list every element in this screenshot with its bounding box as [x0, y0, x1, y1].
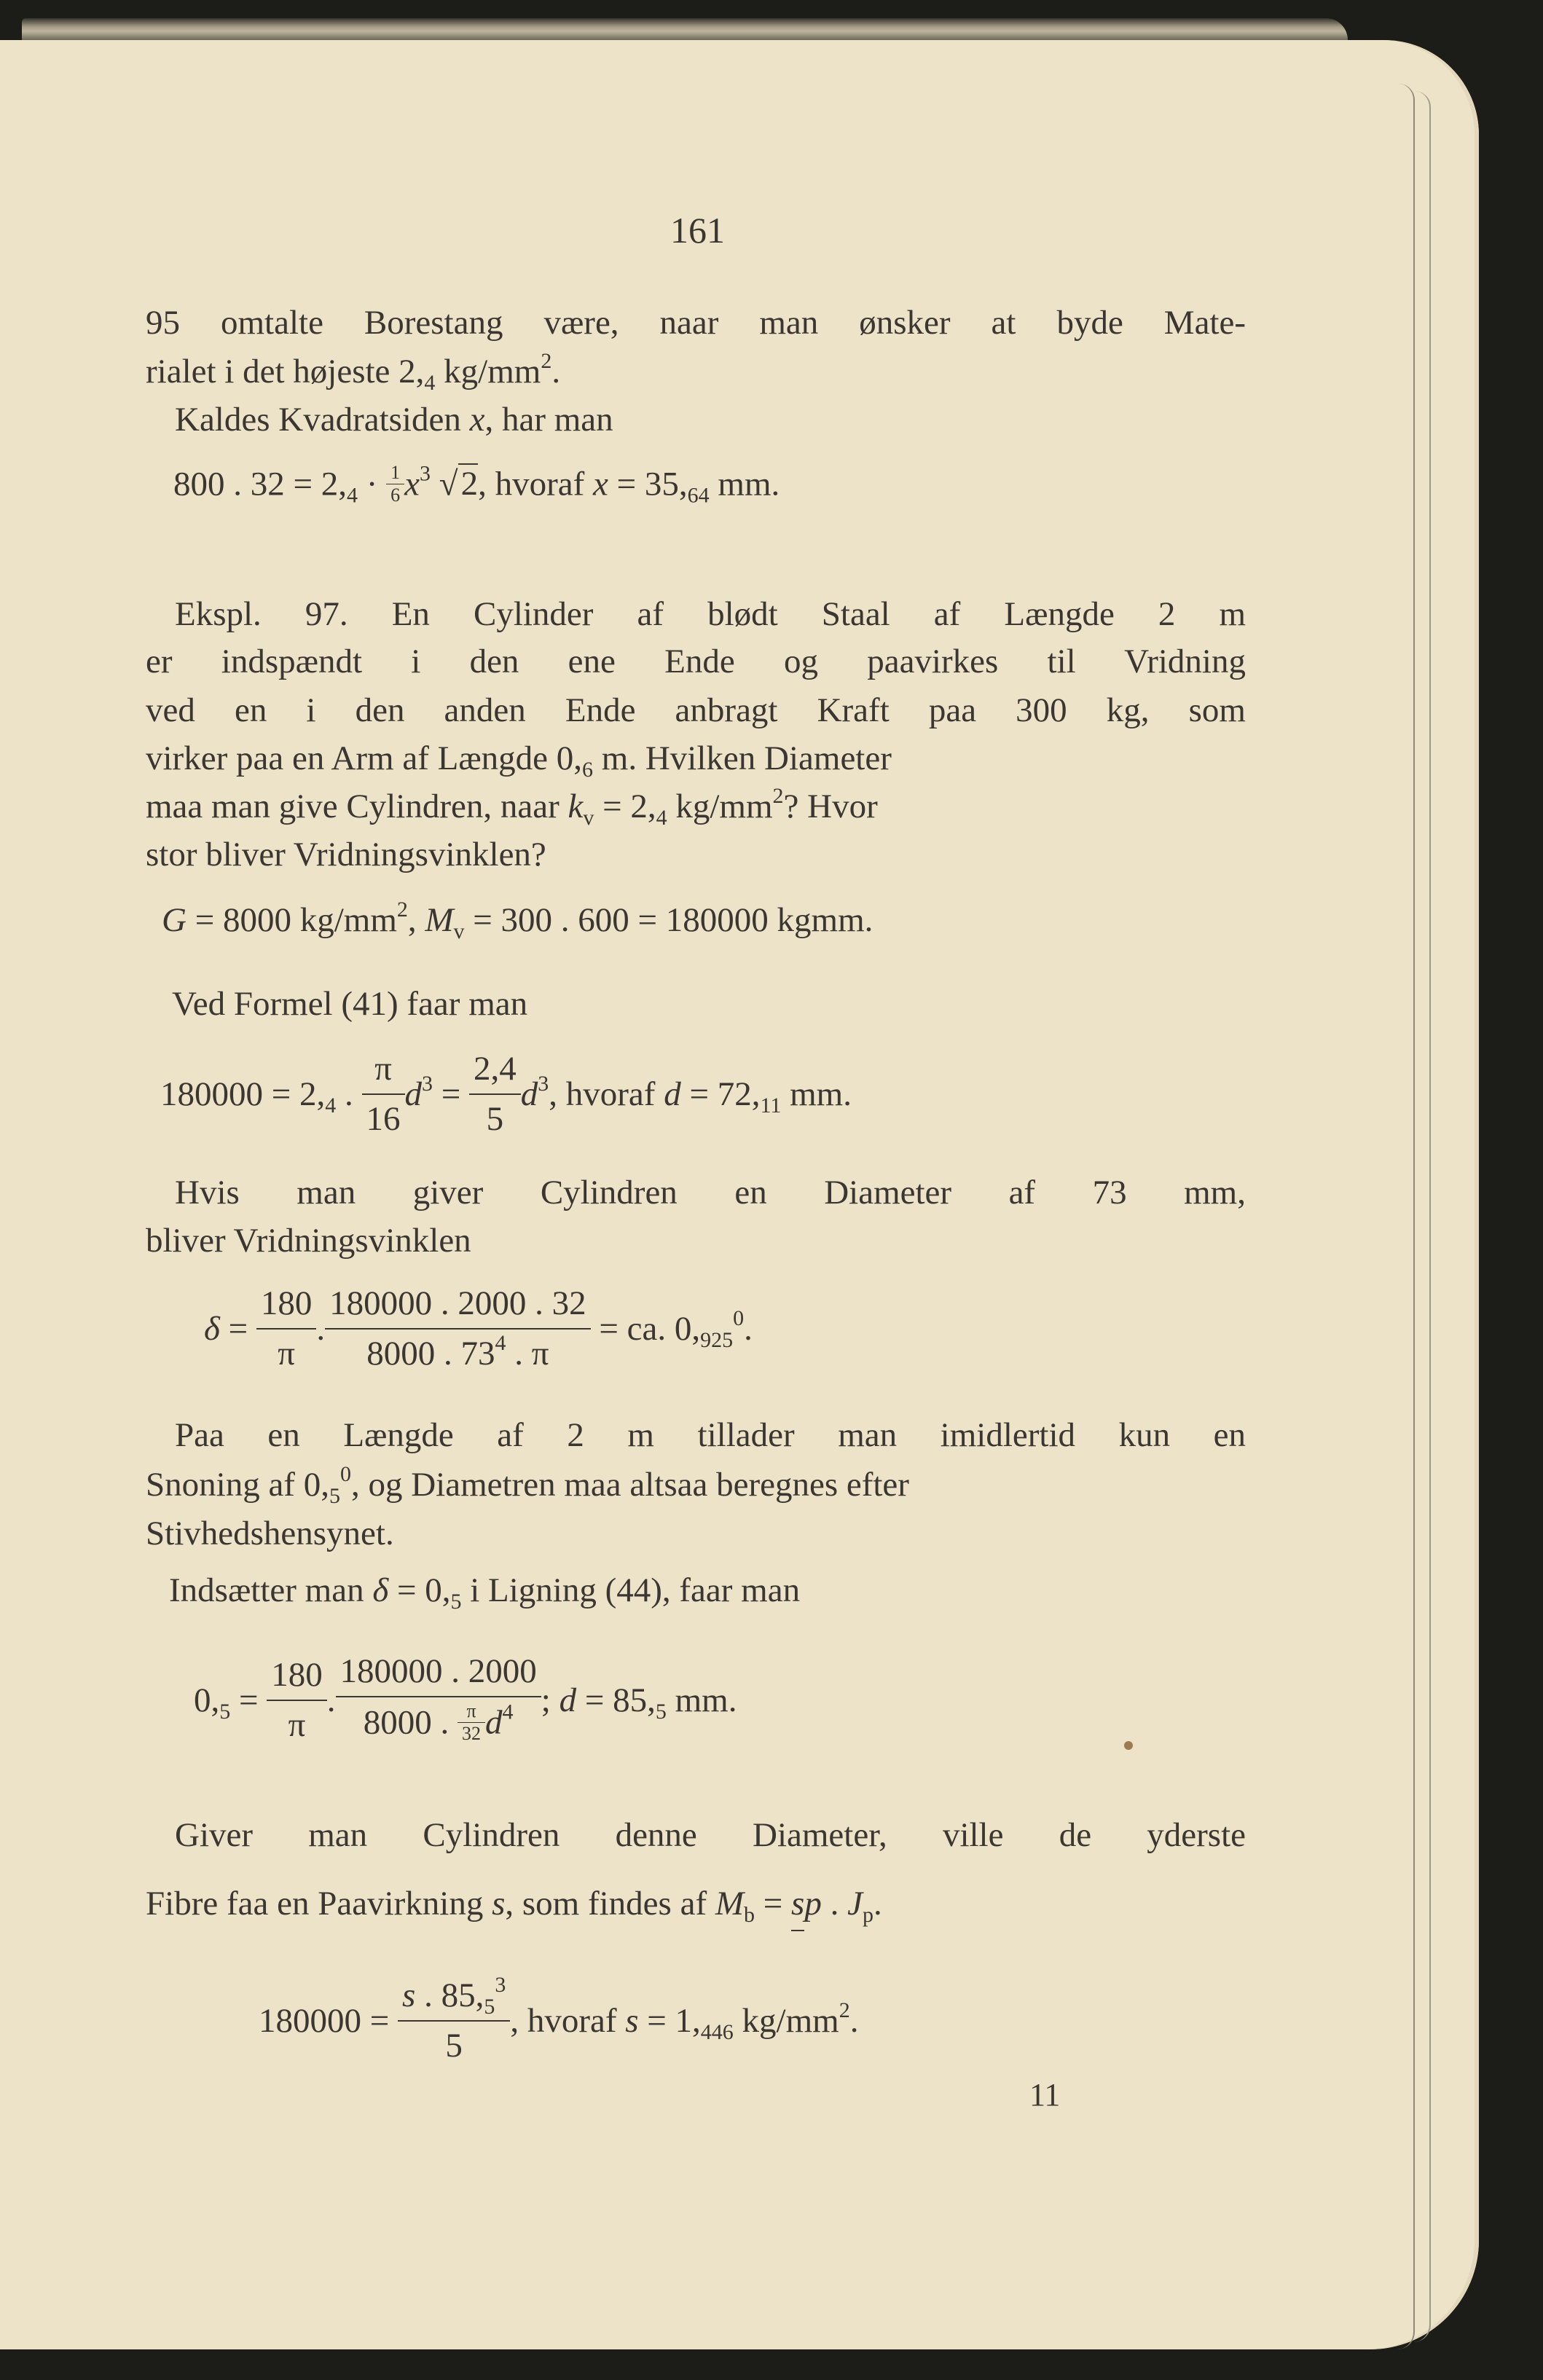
math-variable: x	[593, 465, 608, 503]
text: Ekspl. 97. En Cylinder af blødt Staal af Længde 2 m	[175, 595, 1246, 633]
numerator: π	[458, 1702, 485, 1723]
math-variable: d	[404, 1075, 423, 1113]
math-variable: d	[520, 1075, 538, 1113]
superscript: 3	[422, 1071, 433, 1096]
subscript: p	[862, 1903, 873, 1927]
superscript: 0	[733, 1305, 745, 1330]
text: i Ligning (44), faar man	[461, 1571, 801, 1609]
math-variable: J	[847, 1885, 863, 1923]
text-line	[146, 306, 1246, 340]
text: , og Diametren maa altsaa beregnes efter	[350, 1466, 909, 1504]
equation-6	[259, 1973, 859, 2066]
superscript: 2	[396, 898, 408, 922]
text-line	[175, 1818, 1246, 1853]
text: m. Hvilken Diameter	[593, 739, 892, 777]
text-line	[146, 645, 1246, 679]
math: ;	[541, 1681, 560, 1719]
subscript: 5	[219, 1699, 231, 1724]
math-variable: δ	[204, 1309, 220, 1348]
text: mm.	[666, 1681, 737, 1719]
math: 180000 =	[259, 2001, 398, 2040]
math-variable: d	[485, 1703, 503, 1742]
math: = 35,	[608, 465, 688, 503]
text: rialet i det højeste 2,	[146, 353, 425, 390]
fraction	[362, 1052, 405, 1136]
text: , hvoraf	[510, 2001, 626, 2040]
subscript: 5	[655, 1699, 667, 1724]
text-line	[175, 1176, 1246, 1210]
numerator: 180	[256, 1287, 317, 1330]
subscript: v	[453, 919, 465, 943]
math: = 8000 kg/mm	[186, 901, 397, 939]
subscript: v	[583, 806, 594, 830]
denominator: 16	[366, 1100, 401, 1138]
fraction	[458, 1702, 485, 1743]
math: =	[219, 1309, 256, 1348]
fraction	[267, 1658, 327, 1743]
text-line	[146, 691, 1246, 729]
subscript: 6	[582, 758, 594, 782]
superscript: 2	[772, 784, 784, 808]
fraction	[325, 1284, 591, 1372]
text-line	[146, 838, 546, 872]
text-line	[175, 597, 1246, 632]
superscript: 4	[502, 1700, 514, 1724]
text: Hvis man giver Cylindren en Diameter af 73 mm,	[175, 1174, 1246, 1211]
subscript: 5	[484, 1995, 495, 2019]
equation-1	[173, 461, 780, 508]
math: . 85,	[415, 1976, 484, 2014]
subscript: b	[744, 1903, 755, 1927]
fraction	[398, 1973, 510, 2065]
denominator: π	[288, 1706, 306, 1744]
subscript: 64	[687, 483, 710, 508]
text-line	[146, 1517, 394, 1551]
denominator	[336, 1697, 541, 1746]
math: 8000 . 73	[366, 1335, 495, 1372]
denominator	[325, 1330, 591, 1371]
text: Snoning af 0,	[146, 1466, 329, 1504]
text: kg/mm	[435, 353, 541, 390]
subscript: 4	[325, 1093, 337, 1118]
subscript: 5	[329, 1484, 340, 1508]
equation-3	[160, 1050, 852, 1139]
text: , hvoraf	[478, 465, 594, 503]
equation-2	[162, 898, 873, 943]
math: 800 . 32 = 2,	[173, 465, 348, 503]
text-line	[146, 1884, 882, 1927]
text: er indspændt i den ene Ende og paavirkes til Vridning	[146, 643, 1246, 680]
math: .	[336, 1075, 362, 1113]
signature-mark: 11	[1029, 2077, 1061, 2113]
text: Fibre faa en Paavirkning	[146, 1885, 492, 1923]
denominator: π	[278, 1335, 295, 1372]
subscript: 4	[424, 371, 436, 395]
text: Indsætter man	[169, 1571, 373, 1609]
text: virker paa en Arm af Længde 0,	[146, 739, 583, 777]
numerator: 180	[267, 1658, 327, 1701]
math-variable: M	[425, 901, 454, 939]
subscript: 11	[760, 1093, 782, 1118]
math-variable: d	[664, 1075, 681, 1113]
math-variable: k	[568, 788, 584, 825]
text: kg/mm	[733, 2001, 839, 2040]
text: Ved Formel (41) faar man	[172, 985, 528, 1023]
math-variable: s	[625, 2001, 639, 2040]
text: .	[551, 353, 561, 390]
text-line	[172, 987, 527, 1021]
denominator: 5	[445, 2027, 463, 2065]
text: Stivhedshensynet.	[146, 1515, 394, 1552]
superscript: 0	[339, 1462, 351, 1486]
superscript: 3	[495, 1973, 506, 1997]
subscript: 4	[347, 483, 358, 508]
text: 95 omtalte Borestang være, naar man ønsker at byde Mate-	[146, 304, 1246, 342]
text-line	[146, 1224, 471, 1258]
text: mm.	[781, 1075, 852, 1113]
subscript: 925	[700, 1327, 734, 1352]
fraction	[469, 1052, 521, 1136]
text: .	[849, 2001, 859, 2040]
text: , har man	[484, 401, 613, 439]
superscript: 2	[541, 349, 552, 373]
math-variable: d	[559, 1681, 577, 1719]
numerator: 180000 . 2000 . 32	[325, 1287, 591, 1330]
subscript: 5	[450, 1590, 462, 1614]
text: ved en i den anden Ende anbragt Kraft paa 300 kg, som	[146, 691, 1246, 729]
math: 8000 .	[363, 1703, 458, 1742]
text: mm.	[709, 465, 780, 503]
text-line	[146, 739, 1246, 782]
text: , hvoraf	[549, 1075, 664, 1113]
numerator	[398, 1973, 510, 2022]
math: = 85,	[576, 1681, 656, 1719]
math: = ca. 0,	[590, 1309, 701, 1348]
superscript: 3	[538, 1071, 549, 1096]
text-line	[169, 1571, 801, 1614]
text-line	[146, 349, 561, 395]
equation-5	[194, 1652, 737, 1749]
numerator: π	[362, 1052, 405, 1095]
math-variable: s	[492, 1885, 506, 1923]
text-line	[175, 1418, 1246, 1453]
text: Kaldes Kvadratsiden	[175, 401, 470, 439]
denominator: p	[804, 1884, 822, 1923]
math-variable: x	[469, 401, 485, 439]
math: =	[755, 1885, 792, 1923]
sqrt-argument: 2	[458, 463, 479, 503]
text: .	[744, 1309, 753, 1348]
page-number: 161	[670, 210, 725, 251]
math-variable: δ	[372, 1571, 389, 1609]
denominator: 6	[390, 484, 401, 506]
superscript: 4	[495, 1331, 506, 1355]
math: 0,	[194, 1681, 220, 1719]
math: = 72,	[680, 1075, 761, 1113]
math: = 300 . 600 = 180000 kgmm.	[464, 901, 873, 939]
numerator: 1	[386, 463, 404, 484]
text: maa man give Cylindren, naar	[146, 788, 568, 825]
text: kg/mm	[667, 788, 773, 825]
math: = 1,	[638, 2001, 701, 2040]
math: .	[316, 1309, 326, 1348]
text: = 2,	[594, 788, 656, 825]
denominator: 32	[462, 1723, 482, 1744]
math-variable: G	[162, 901, 187, 939]
superscript: 2	[839, 1998, 850, 2022]
math-variable: s	[402, 1976, 416, 2014]
text: bliver Vridningsvinklen	[146, 1222, 471, 1260]
numerator: 2,4	[469, 1052, 521, 1095]
equation-4	[204, 1284, 753, 1374]
fraction	[791, 1884, 822, 1923]
math: .	[326, 1681, 336, 1719]
text: .	[873, 1885, 882, 1923]
text-line	[175, 403, 613, 437]
superscript: 3	[420, 461, 431, 486]
math: = 0,	[388, 1571, 451, 1609]
text: stor bliver Vridningsvinklen?	[146, 836, 546, 873]
text: Paa en Længde af 2 m tillader man imidlertid kun en	[175, 1416, 1246, 1454]
numerator: s	[791, 1885, 804, 1931]
numerator: 180000 . 2000	[336, 1654, 541, 1697]
math: =	[433, 1075, 470, 1113]
text: , som findes af	[505, 1885, 715, 1923]
subscript: 446	[700, 2019, 734, 2044]
math: 180000 = 2,	[160, 1075, 326, 1113]
math: .	[821, 1885, 848, 1923]
fraction	[256, 1284, 317, 1372]
sqrt-symbol: √	[439, 465, 458, 503]
text-line	[146, 784, 878, 830]
math: =	[230, 1681, 267, 1719]
text-line	[146, 1462, 1246, 1508]
subscript: 4	[656, 806, 667, 830]
math: ·	[358, 465, 387, 503]
math: . π	[506, 1335, 549, 1372]
text: Giver man Cylindren denne Diameter, ville de yderste	[175, 1816, 1246, 1854]
text: ? Hvor	[783, 788, 878, 825]
math-variable: M	[715, 1885, 745, 1923]
fraction	[386, 463, 404, 505]
fraction	[336, 1654, 541, 1746]
math-variable: x	[404, 465, 420, 503]
denominator: 5	[486, 1100, 504, 1138]
ink-speck	[1124, 1741, 1133, 1750]
text: ,	[407, 901, 425, 939]
